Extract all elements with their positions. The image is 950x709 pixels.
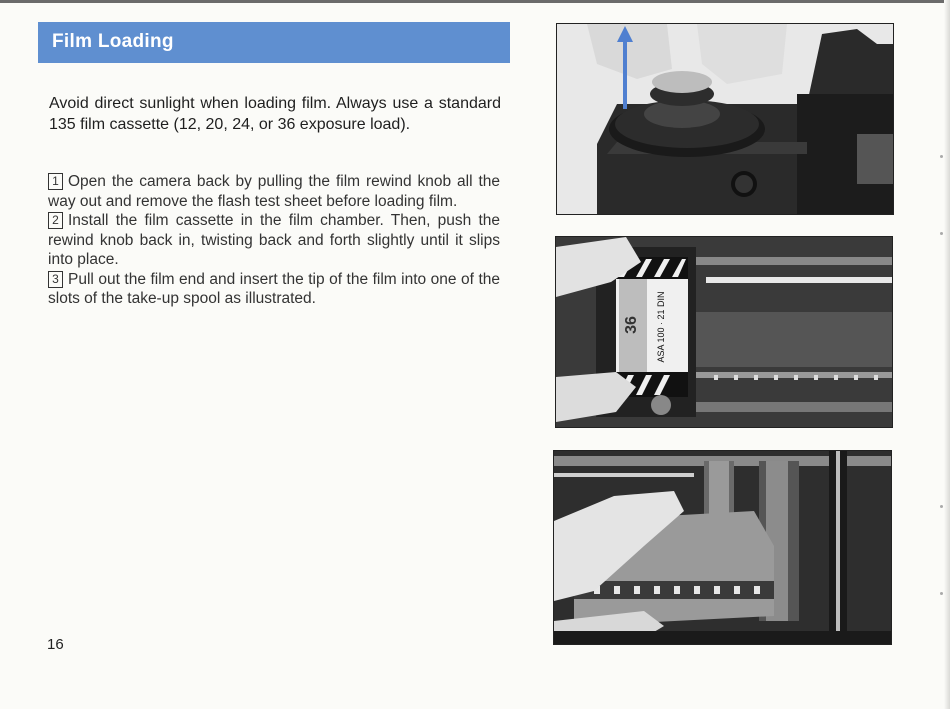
step-3-text: Pull out the film end and insert the tip of the film into one of the slots of the take-up spool as illustrated. [48, 270, 500, 307]
page-number: 16 [47, 636, 64, 653]
film-cassette-photo [555, 236, 893, 428]
step-2-text: Install the film cassette in the film chamber. Then, push the rewind knob back in, twisting back and forth slightly until it slips into place. [48, 212, 500, 268]
cassette-number: 36 [623, 316, 640, 334]
step-2-number: 2 [48, 212, 63, 229]
rewind-knob-photo [556, 23, 894, 215]
intro-paragraph: Avoid direct sunlight when loading film. Always use a standard 135 film cassette (12, 20, 24, or 36 exposure load). [49, 95, 501, 133]
step-3 [48, 270, 500, 309]
take-up-spool-photo [553, 450, 892, 645]
step-2 [48, 211, 500, 270]
step-1-text: Open the camera back by pulling the film rewind knob all the way out and remove the flash test sheet before loading film. [48, 173, 500, 210]
margin-mark [940, 505, 943, 508]
margin-mark [940, 592, 943, 595]
page-top-edge [0, 0, 950, 3]
section-title: Film Loading [52, 31, 174, 52]
section-header [38, 22, 510, 63]
step-3-number: 3 [48, 271, 63, 288]
step-1-number: 1 [48, 173, 63, 190]
margin-mark [940, 155, 943, 158]
margin-mark [940, 232, 943, 235]
page-right-edge [944, 0, 950, 709]
cassette-label: ASA 100 · 21 DIN [656, 291, 666, 363]
step-1 [48, 172, 500, 211]
steps-list [48, 172, 500, 309]
